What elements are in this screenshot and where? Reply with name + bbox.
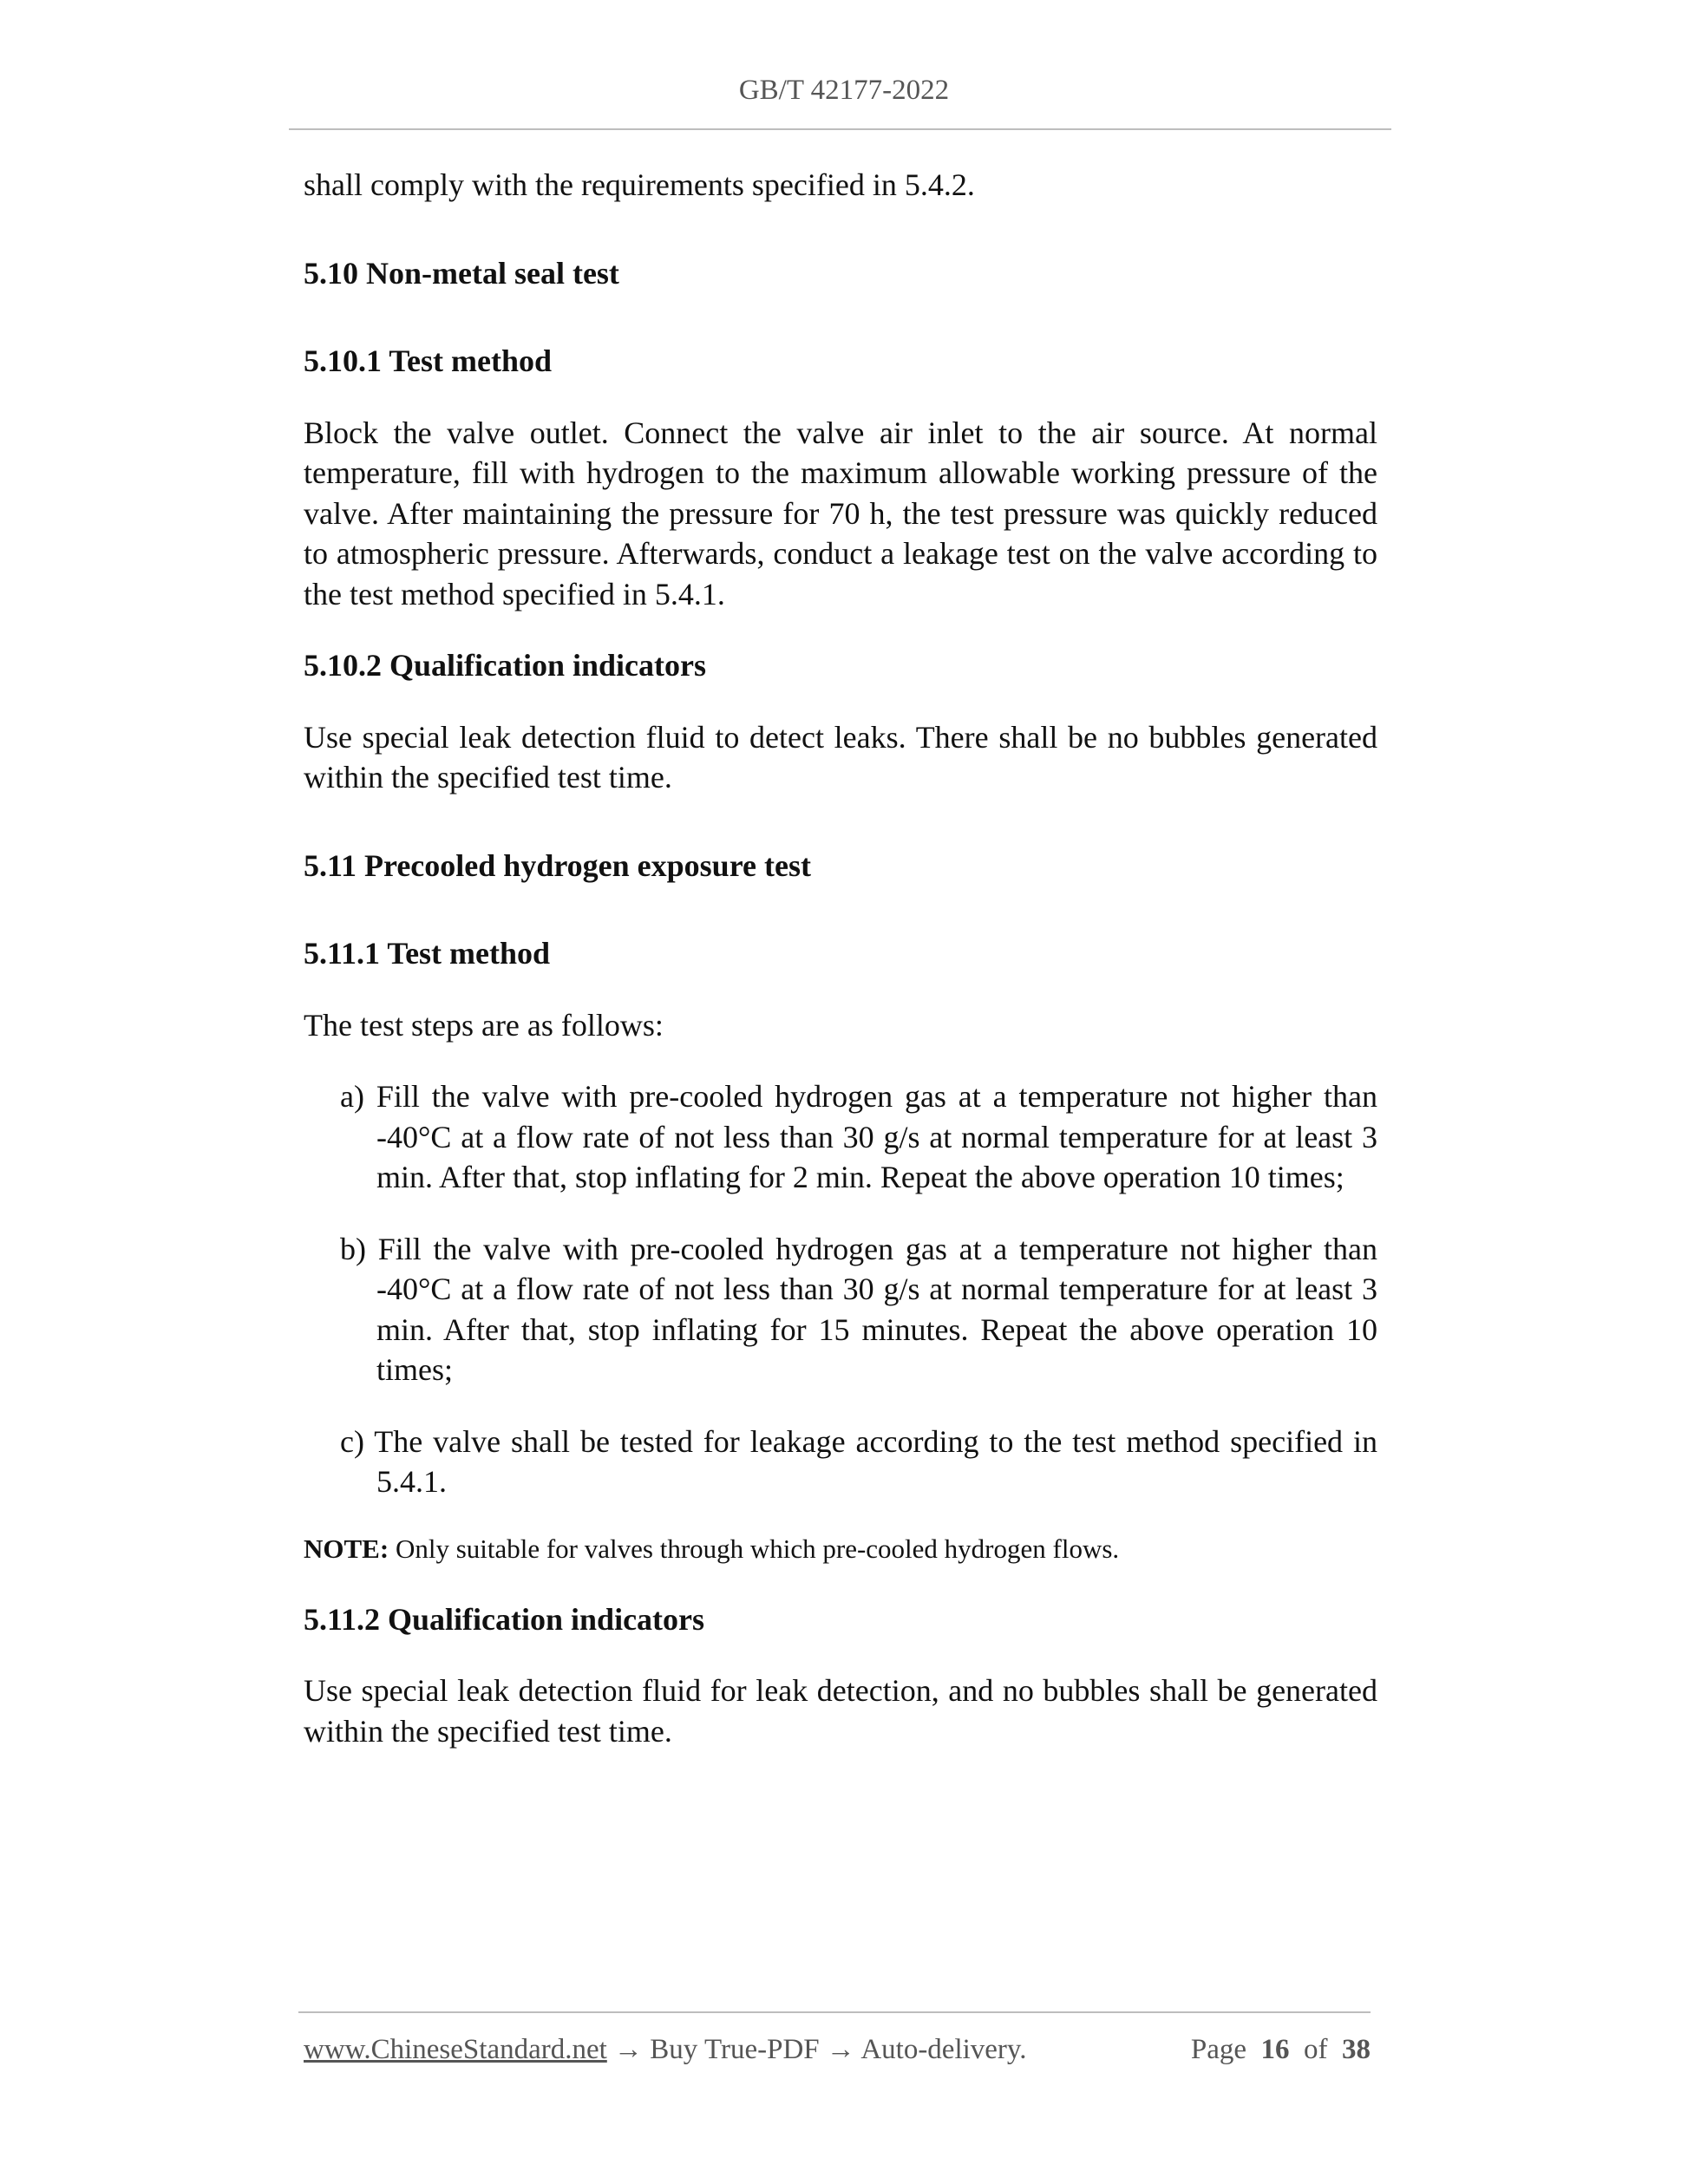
of-label: of [1304,2034,1328,2065]
footer-promo [304,2034,1027,2066]
header-doc-id: GB/T 42177-2022 [738,75,950,106]
page-content [304,165,1377,1751]
note-label: NOTE: [304,1533,389,1564]
list-item: c) The valve shall be tested for leakage according to the test method specified in 5.4.1. [340,1423,1377,1499]
auto-delivery-text: Auto-delivery. [860,2034,1027,2065]
heading-5-11-2: 5.11.2 Qualification indicators [304,1601,705,1637]
paragraph-5-11-2: Use special leak detection fluid for leak detection, and no bubbles shall be generated within the specified test time. [304,1673,1377,1749]
heading-5-10-1: 5.10.1 Test method [304,343,553,378]
list-item: a) Fill the valve with pre-cooled hydrogen gas at a temperature not higher than -40°C at a flow rate of not less than 30 g/s at normal temperature for at least 3 min. After that, stop inflating for 2 min. Repeat the above operation 10 times; [340,1079,1377,1194]
page-current: 16 [1260,2034,1290,2065]
list-item: b) Fill the valve with pre-cooled hydrogen gas at a temperature not higher than -40°C at a flow rate of not less than 30 g/s at normal temperature for at least 3 min. After that, stop inflating for 15 minutes. Repeat the above operation 10 times; [340,1231,1377,1387]
arrow-right-icon: → [819,2034,861,2065]
page-footer [304,2034,1371,2072]
page-label: Page [1190,2034,1246,2065]
note-text: Only suitable for valves through which pre-cooled hydrogen flows. [389,1533,1120,1564]
page-number [1191,2034,1371,2066]
heading-5-11-1: 5.11.1 Test method [304,936,551,971]
note [304,1532,1377,1566]
header-divider [289,128,1391,130]
paragraph-test-steps: The test steps are as follows: [304,1007,664,1043]
paragraph-continuation: shall comply with the requirements specified in 5.4.2. [304,167,975,202]
heading-5-10: 5.10 Non-metal seal test [304,255,619,291]
arrow-right-icon: → [606,2034,651,2065]
footer-divider [298,2011,1371,2013]
paragraph-5-10-2: Use special leak detection fluid to detect leaks. There shall be no bubbles generated within the specified test time. [304,719,1377,794]
heading-5-10-2: 5.10.2 Qualification indicators [304,648,707,683]
page-total: 38 [1342,2034,1371,2065]
heading-5-11: 5.11 Precooled hydrogen exposure test [304,847,811,883]
paragraph-5-10-1: Block the valve outlet. Connect the valve air inlet to the air source. At normal temperature, fill with hydrogen to the maximum allowable working pressure of the valve. After maintaining the pressure for 70 h, the test pressure was quickly reduced to atmospheric pressure. Afterwards, conduct a leakage test on the valve according to the test method specified in 5.4.1. [304,415,1377,611]
buy-true-pdf-text: Buy True-PDF [650,2034,820,2065]
test-steps-list [340,1076,1377,1502]
website-link[interactable]: www.ChineseStandard.net [304,2034,607,2065]
